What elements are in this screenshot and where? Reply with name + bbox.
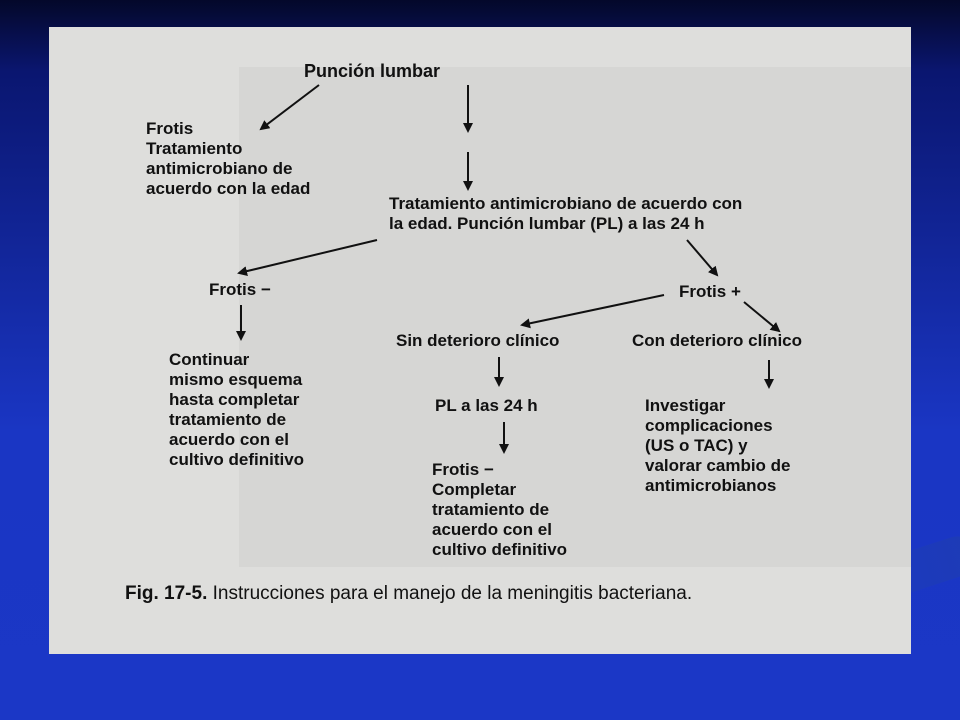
node-continuar — [169, 350, 304, 470]
figure-caption — [125, 583, 692, 605]
node-tratamiento-pl — [389, 194, 742, 234]
node-frotis-positivo: Frotis + — [679, 282, 741, 301]
node-left-line-1: Frotis — [146, 119, 194, 138]
node-continuar-line-1: Continuar — [169, 350, 250, 369]
scanned-figure — [49, 27, 911, 654]
node-final — [432, 460, 567, 560]
node-left-line-2: Tratamiento — [146, 139, 243, 158]
node-investigar-line-4: valorar cambio de — [645, 456, 791, 475]
node-continuar-line-2: mismo esquema — [169, 370, 303, 389]
node-final-line-1: Frotis − — [432, 460, 494, 479]
node-investigar-line-1: Investigar — [645, 396, 726, 415]
node-middle-line-2: la edad. Punción lumbar (PL) a las 24 h — [389, 214, 705, 233]
figure-label: Fig. 17-5. — [125, 583, 208, 604]
node-investigar-line-5: antimicrobianos — [645, 476, 777, 495]
node-investigar — [645, 396, 791, 496]
figure-caption-text: Instrucciones para el manejo de la meningitis bacteriana. — [212, 583, 693, 604]
node-continuar-line-5: acuerdo con el — [169, 430, 289, 449]
node-final-line-3: tratamiento de — [432, 500, 550, 519]
node-continuar-line-6: cultivo definitivo — [169, 450, 305, 469]
node-final-line-4: acuerdo con el — [432, 520, 552, 539]
node-frotis-negativo: Frotis − — [209, 280, 271, 299]
node-middle-line-1: Tratamiento antimicrobiano de acuerdo con — [389, 194, 743, 213]
arrow-frotis-pos-to-sin — [522, 295, 664, 325]
node-left-line-4: acuerdo con la edad — [146, 179, 311, 198]
node-investigar-line-2: complicaciones — [645, 416, 773, 435]
node-sin-deterioro: Sin deterioro clínico — [396, 331, 560, 350]
node-investigar-line-3: (US o TAC) y — [645, 436, 748, 455]
node-final-line-5: cultivo definitivo — [432, 540, 568, 559]
node-con-deterioro: Con deterioro clínico — [632, 331, 803, 350]
node-puncion-lumbar: Punción lumbar — [304, 61, 441, 81]
arrow-middle-to-frotis-pos — [687, 240, 717, 275]
node-pl-24h: PL a las 24 h — [435, 396, 538, 415]
arrow-middle-to-frotis-neg — [239, 240, 377, 273]
node-left-branch — [146, 119, 310, 199]
node-final-line-2: Completar — [432, 480, 517, 499]
node-left-line-3: antimicrobiano de — [146, 159, 293, 178]
node-continuar-line-4: tratamiento de — [169, 410, 287, 429]
arrow-frotis-pos-to-con — [744, 302, 779, 331]
node-continuar-line-3: hasta completar — [169, 390, 300, 409]
